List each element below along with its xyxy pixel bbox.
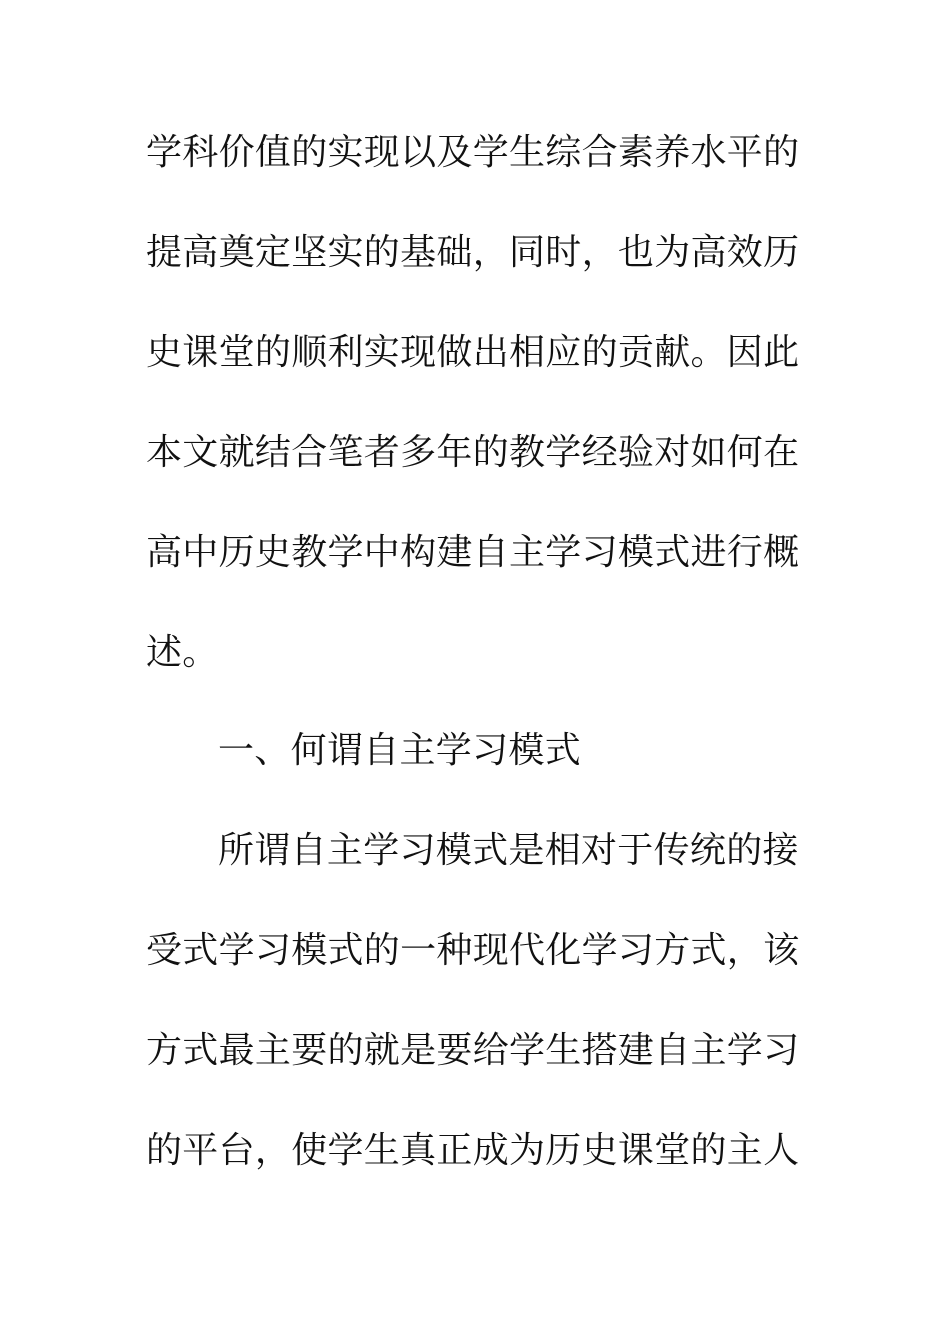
paragraph-line: 的平台，使学生真正成为历史课堂的主人 [146,1130,800,1171]
paragraph-line: 受式学习模式的一种现代化学习方式，该 [146,930,800,971]
paragraph-line: 所谓自主学习模式是相对于传统的接 [218,830,799,871]
paragraph-line: 方式最主要的就是要给学生搭建自主学习 [146,1030,800,1071]
section-heading: 一、何谓自主学习模式 [218,730,582,771]
paragraph-line: 本文就结合笔者多年的教学经验对如何在 [146,432,800,473]
paragraph-line: 提高奠定坚实的基础，同时，也为高效历 [146,232,800,273]
paragraph-line: 高中历史教学中构建自主学习模式进行概 [146,532,800,573]
paragraph-line: 史课堂的顺利实现做出相应的贡献。因此 [146,332,800,373]
paragraph-line: 学科价值的实现以及学生综合素养水平的 [146,132,800,173]
paragraph-line: 述。 [146,632,219,673]
